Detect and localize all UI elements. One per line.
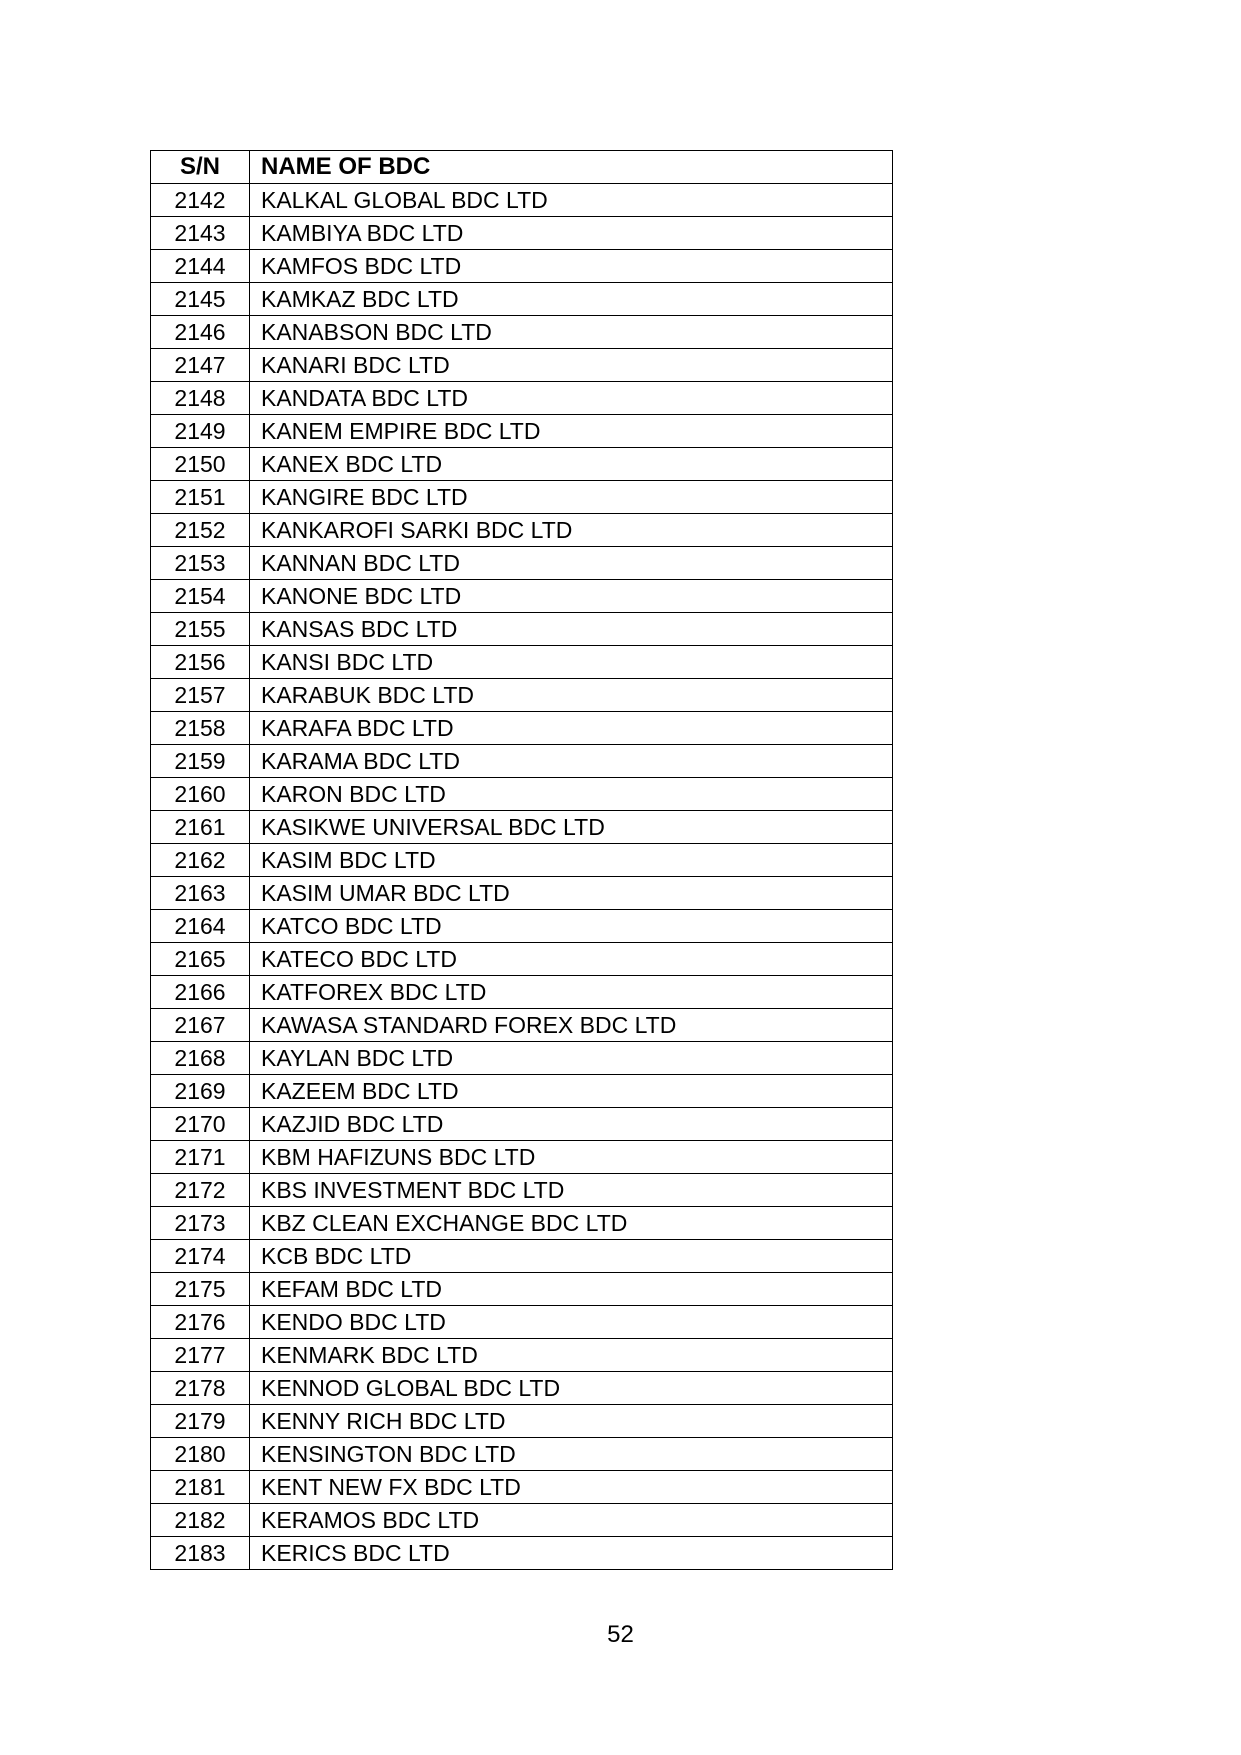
table-row xyxy=(151,679,893,712)
table-row xyxy=(151,1471,893,1504)
row-bdc-name: KALKAL GLOBAL BDC LTD xyxy=(250,184,893,217)
row-bdc-name: KANDATA BDC LTD xyxy=(250,382,893,415)
table-row xyxy=(151,976,893,1009)
row-sn: 2152 xyxy=(151,514,250,547)
row-sn: 2153 xyxy=(151,547,250,580)
row-bdc-name: KASIKWE UNIVERSAL BDC LTD xyxy=(250,811,893,844)
row-bdc-name: KANEX BDC LTD xyxy=(250,448,893,481)
row-sn: 2156 xyxy=(151,646,250,679)
header-name: NAME OF BDC xyxy=(250,151,893,184)
table-row xyxy=(151,316,893,349)
row-sn: 2155 xyxy=(151,613,250,646)
row-sn: 2143 xyxy=(151,217,250,250)
row-bdc-name: KENT NEW FX BDC LTD xyxy=(250,1471,893,1504)
row-bdc-name: KANEM EMPIRE BDC LTD xyxy=(250,415,893,448)
row-bdc-name: KAZJID BDC LTD xyxy=(250,1108,893,1141)
table-row xyxy=(151,1108,893,1141)
row-bdc-name: KAZEEM BDC LTD xyxy=(250,1075,893,1108)
table-row xyxy=(151,1537,893,1570)
row-bdc-name: KAYLAN BDC LTD xyxy=(250,1042,893,1075)
row-sn: 2176 xyxy=(151,1306,250,1339)
row-bdc-name: KBZ CLEAN EXCHANGE BDC LTD xyxy=(250,1207,893,1240)
row-sn: 2144 xyxy=(151,250,250,283)
row-sn: 2180 xyxy=(151,1438,250,1471)
table-body xyxy=(151,184,893,1570)
row-sn: 2168 xyxy=(151,1042,250,1075)
row-sn: 2145 xyxy=(151,283,250,316)
row-bdc-name: KBS INVESTMENT BDC LTD xyxy=(250,1174,893,1207)
table-row xyxy=(151,1042,893,1075)
table-row xyxy=(151,745,893,778)
row-bdc-name: KANABSON BDC LTD xyxy=(250,316,893,349)
table-row xyxy=(151,1306,893,1339)
table-row xyxy=(151,1504,893,1537)
table-header-row xyxy=(151,151,893,184)
row-sn: 2172 xyxy=(151,1174,250,1207)
row-bdc-name: KANNAN BDC LTD xyxy=(250,547,893,580)
row-sn: 2177 xyxy=(151,1339,250,1372)
table-row xyxy=(151,217,893,250)
row-sn: 2142 xyxy=(151,184,250,217)
row-sn: 2161 xyxy=(151,811,250,844)
row-bdc-name: KATECO BDC LTD xyxy=(250,943,893,976)
table-row xyxy=(151,1438,893,1471)
row-sn: 2162 xyxy=(151,844,250,877)
row-sn: 2160 xyxy=(151,778,250,811)
table-row xyxy=(151,613,893,646)
row-bdc-name: KCB BDC LTD xyxy=(250,1240,893,1273)
table-row xyxy=(151,349,893,382)
table-row xyxy=(151,910,893,943)
row-bdc-name: KENNY RICH BDC LTD xyxy=(250,1405,893,1438)
row-sn: 2174 xyxy=(151,1240,250,1273)
row-bdc-name: KERICS BDC LTD xyxy=(250,1537,893,1570)
row-sn: 2164 xyxy=(151,910,250,943)
row-bdc-name: KANSI BDC LTD xyxy=(250,646,893,679)
row-sn: 2173 xyxy=(151,1207,250,1240)
table-row xyxy=(151,646,893,679)
table-row xyxy=(151,1207,893,1240)
row-sn: 2182 xyxy=(151,1504,250,1537)
row-bdc-name: KAMKAZ BDC LTD xyxy=(250,283,893,316)
row-bdc-name: KARON BDC LTD xyxy=(250,778,893,811)
row-sn: 2147 xyxy=(151,349,250,382)
row-bdc-name: KENSINGTON BDC LTD xyxy=(250,1438,893,1471)
row-bdc-name: KANKAROFI SARKI BDC LTD xyxy=(250,514,893,547)
table-row xyxy=(151,1075,893,1108)
row-sn: 2178 xyxy=(151,1372,250,1405)
row-sn: 2159 xyxy=(151,745,250,778)
table-row xyxy=(151,283,893,316)
table-row xyxy=(151,778,893,811)
header-sn: S/N xyxy=(151,151,250,184)
table-row xyxy=(151,712,893,745)
table-row xyxy=(151,184,893,217)
row-bdc-name: KARAFA BDC LTD xyxy=(250,712,893,745)
row-bdc-name: KENMARK BDC LTD xyxy=(250,1339,893,1372)
row-bdc-name: KANARI BDC LTD xyxy=(250,349,893,382)
row-bdc-name: KENNOD GLOBAL BDC LTD xyxy=(250,1372,893,1405)
row-bdc-name: KAMBIYA BDC LTD xyxy=(250,217,893,250)
table-row xyxy=(151,1405,893,1438)
table-row xyxy=(151,415,893,448)
row-sn: 2150 xyxy=(151,448,250,481)
row-sn: 2148 xyxy=(151,382,250,415)
row-sn: 2171 xyxy=(151,1141,250,1174)
row-bdc-name: KENDO BDC LTD xyxy=(250,1306,893,1339)
row-bdc-name: KANGIRE BDC LTD xyxy=(250,481,893,514)
table-row xyxy=(151,1240,893,1273)
table-row xyxy=(151,580,893,613)
table-row xyxy=(151,943,893,976)
row-bdc-name: KARAMA BDC LTD xyxy=(250,745,893,778)
row-sn: 2175 xyxy=(151,1273,250,1306)
table-row xyxy=(151,1339,893,1372)
row-sn: 2151 xyxy=(151,481,250,514)
row-sn: 2166 xyxy=(151,976,250,1009)
row-bdc-name: KANSAS BDC LTD xyxy=(250,613,893,646)
table-row xyxy=(151,1273,893,1306)
row-sn: 2154 xyxy=(151,580,250,613)
row-bdc-name: KERAMOS BDC LTD xyxy=(250,1504,893,1537)
row-sn: 2165 xyxy=(151,943,250,976)
row-bdc-name: KATCO BDC LTD xyxy=(250,910,893,943)
row-bdc-name: KEFAM BDC LTD xyxy=(250,1273,893,1306)
table-row xyxy=(151,481,893,514)
row-sn: 2146 xyxy=(151,316,250,349)
row-sn: 2183 xyxy=(151,1537,250,1570)
row-sn: 2169 xyxy=(151,1075,250,1108)
row-sn: 2181 xyxy=(151,1471,250,1504)
table-row xyxy=(151,547,893,580)
row-bdc-name: KANONE BDC LTD xyxy=(250,580,893,613)
table-row xyxy=(151,448,893,481)
row-bdc-name: KBM HAFIZUNS BDC LTD xyxy=(250,1141,893,1174)
row-sn: 2149 xyxy=(151,415,250,448)
row-sn: 2179 xyxy=(151,1405,250,1438)
table-row xyxy=(151,844,893,877)
row-bdc-name: KASIM UMAR BDC LTD xyxy=(250,877,893,910)
table-row xyxy=(151,514,893,547)
page-number: 52 xyxy=(607,1621,634,1648)
row-bdc-name: KAMFOS BDC LTD xyxy=(250,250,893,283)
table-row xyxy=(151,1141,893,1174)
table-row xyxy=(151,811,893,844)
row-bdc-name: KAWASA STANDARD FOREX BDC LTD xyxy=(250,1009,893,1042)
table-row xyxy=(151,1009,893,1042)
bdc-table xyxy=(150,150,893,1570)
row-sn: 2170 xyxy=(151,1108,250,1141)
table-row xyxy=(151,250,893,283)
row-bdc-name: KATFOREX BDC LTD xyxy=(250,976,893,1009)
table-row xyxy=(151,877,893,910)
table-row xyxy=(151,1372,893,1405)
row-sn: 2158 xyxy=(151,712,250,745)
row-bdc-name: KASIM BDC LTD xyxy=(250,844,893,877)
table-row xyxy=(151,382,893,415)
row-sn: 2157 xyxy=(151,679,250,712)
row-sn: 2167 xyxy=(151,1009,250,1042)
table-row xyxy=(151,1174,893,1207)
row-sn: 2163 xyxy=(151,877,250,910)
row-bdc-name: KARABUK BDC LTD xyxy=(250,679,893,712)
